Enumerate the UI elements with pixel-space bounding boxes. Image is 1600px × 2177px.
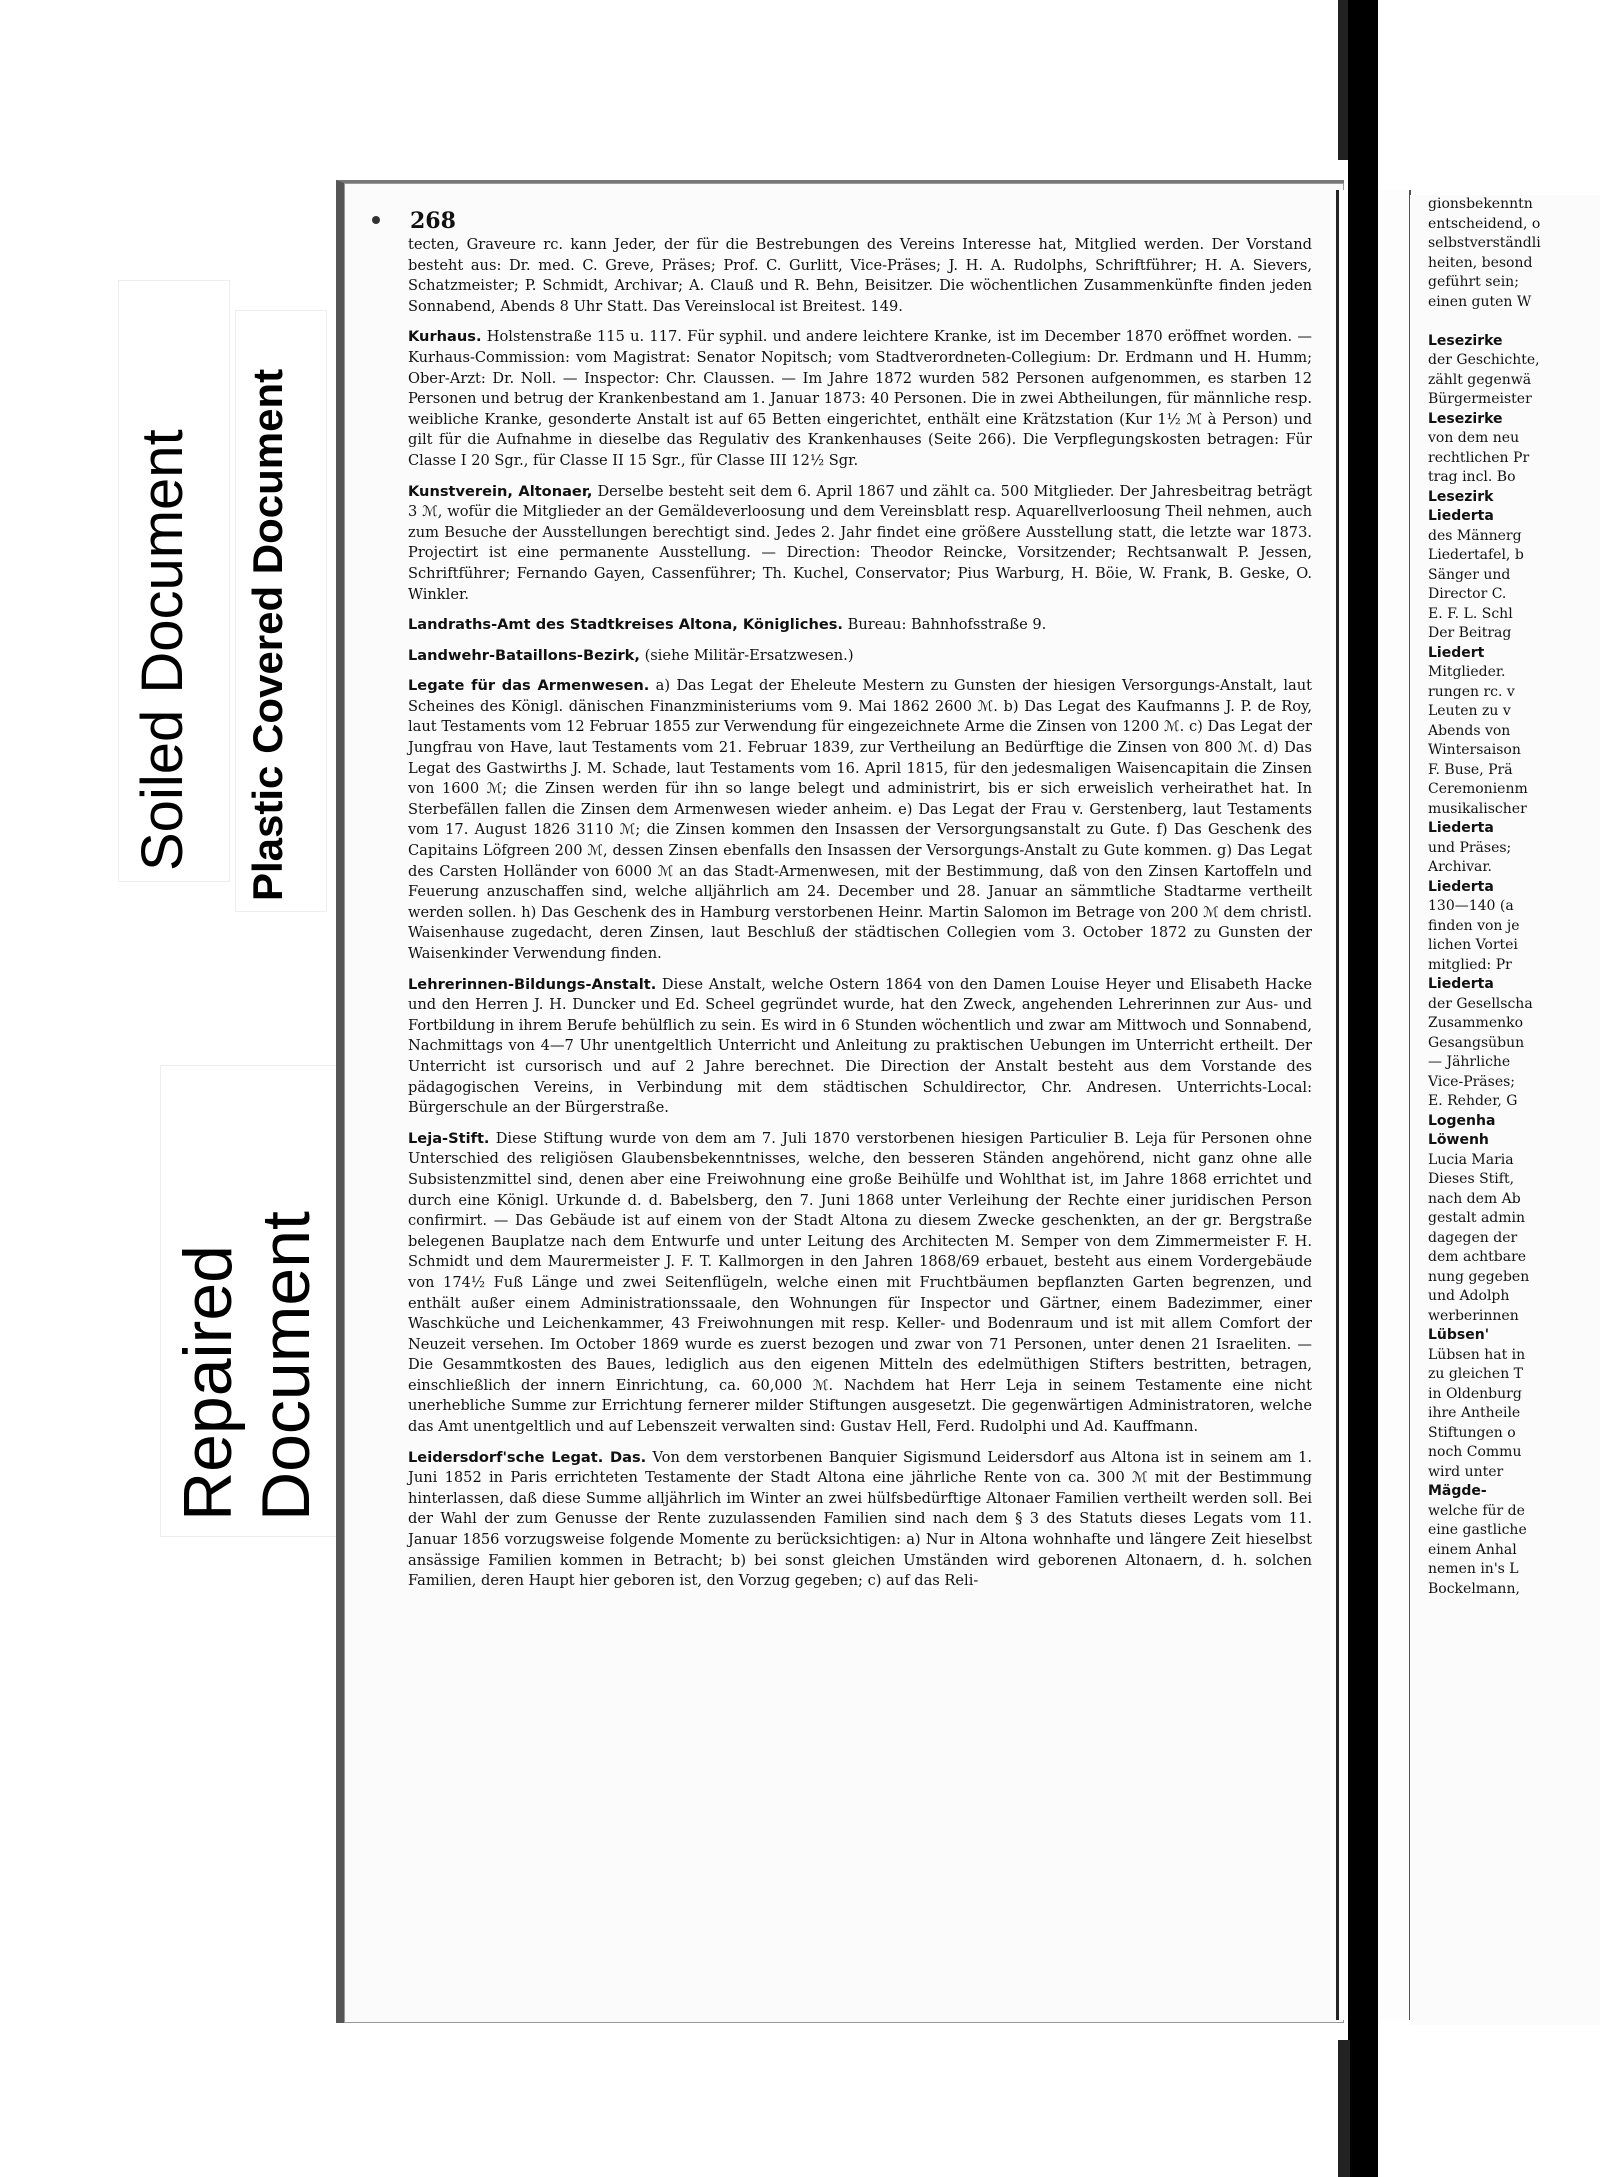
next-page-line: nach dem Ab	[1428, 1190, 1521, 1207]
entry-heading: Lehrerinnen-Bildungs-Anstalt.	[408, 975, 657, 993]
next-page-line: Ceremonienm	[1428, 781, 1528, 797]
next-page-line: zu gleichen T	[1428, 1366, 1523, 1382]
next-page-line: und Adolph	[1428, 1288, 1510, 1304]
next-page-line: dem achtbare	[1428, 1249, 1527, 1265]
film-strip	[1348, 0, 1378, 2177]
entry-text: Derselbe besteht seit dem 6. April 1867 und zählt ca. 500 Mitglieder. Der Jahresbeitrag beträgt 3 ℳ, wofür die Mitglieder an der Gemäldeverloosung und dem Vereinsblatt resp. Aquarellverloosung Theil nehmen, auch zum Besuche der Ausstellungen berechtigt sind. Jedes 2. Jahr findet eine größere Ausstellung statt, die letzte war 1873. Projectirt ist eine permanente Ausstellung. — Direction: Theodor Reincke, Vorsitzender; Rechtsanwalt P. Jessen, Schriftführer; Fernando Gayen, Cassenführer; Th. Kuchel, Conservator; Pius Warburg, H. Böie, W. Frank, B. Geske, O. Winkler.	[408, 482, 1313, 603]
next-page-line: Lesezirke	[1428, 410, 1503, 427]
next-page-line: Logenha	[1428, 1112, 1496, 1129]
film-edge-bottom	[1338, 2040, 1350, 2177]
next-page-line: des Männerg	[1428, 527, 1522, 544]
entry-text: tecten, Graveure rc. kann Jeder, der für die Bestrebungen des Vereins Interesse hat, Mitglied werden. Der Vorstand besteht aus: Dr. med. C. Greve, Präses; Prof. C. Gurlitt, Vice-Präses; J. H. A. Rudolphs, Schriftführer; H. A. Sievers, Schatzmeister; P. Schmidt, Archivar; A. Clauß und R. Behn, Beisitzer. Die wöchentlichen Zusammenkünfte finden jeden Sonnabend, Abends 8 Uhr Statt. Das Vereinslocal ist Breitest. 149.	[408, 236, 1312, 315]
next-page-line: Lübsen'	[1428, 1327, 1489, 1343]
next-page-line: Sänger und	[1428, 566, 1511, 583]
next-page-line: Liederta	[1428, 508, 1494, 524]
entry-paragraph	[408, 615, 1312, 636]
entry-paragraph	[408, 975, 1312, 1119]
entry-text: Diese Stiftung wurde von dem am 7. Juli 1870 verstorbenen hiesigen Particulier B. Leja für Personen ohne Unterschied des religiösen Glaubensbekenntnisses, welche, den besseren Ständen angehörend, nicht ganz ohne alle Subsistenzmittel sind, denen aber eine Freiwohnung eine große Beihülfe und Wohlthat ist, im Jahre 1868 errichtet und durch eine Königl. Urkunde d. d. Babelsberg, den 7. Juni 1868 unter Verleihung der Rechte einer juridischen Person confirmirt. — Das Gebäude ist auf einem von der Stadt Altona zu diesem Zwecke geschenkten, an der gr. Bergstraße belegenen Bauplatze nach dem Entwurfe und unter Leitung des Architecten M. Semper von dem Zimmermeister F. H. Schmidt und dem Maurermeister J. F. T. Kallmorgen in den Jahren 1868/69 erbauet, besteht aus einem Vordergebäude von 174½ Fuß Länge und zwei Seitenflügeln, welche einen mit Fruchtbäumen bepflanzten Garten begrenzen, und enthält außer einem Administrationssaale, den Wohnungen für Inspector und Gärtner, einem Badezimmer, einer Waschküche und Leichenkammer, 43 Freiwohnungen mit resp. Keller- und Bodenraum und ist mit allem Comfort der Neuzeit versehen. Im October 1869 wurde es zuerst bezogen und zwar von 71 Personen, unter denen 21 Israeliten. — Die Gesammtkosten des Baues, lediglich aus den eigenen Mitteln des edelmüthigen Stifters bestritten, betragen, einschließlich der innern Einrichtung, ca. 60,000 ℳ. Nachdem hat Herr Leja in seinem Testamente eine nicht unerhebliche Summe zur Errichtung fernerer milder Stiftungen ausgesetzt. Die gegenwärtigen Administratoren, welche das Amt unentgeltlich und auf Lebenszeit verwalten sind: Gustav Hell, Ferd. Rudolphi und Ad. Kauffmann.	[408, 1129, 1312, 1436]
next-page-line: nemen in's L	[1428, 1561, 1519, 1577]
next-page-line: Lübsen hat in	[1428, 1346, 1526, 1363]
next-page-line: Gesangsübun	[1428, 1034, 1525, 1051]
next-page-line: Lesezirke	[1428, 332, 1503, 349]
next-page-line: nung gegeben	[1428, 1268, 1530, 1285]
next-page-line: E. F. L. Schl	[1428, 605, 1513, 622]
next-page-line: Lucia Maria	[1428, 1151, 1514, 1168]
repaired-document-text	[169, 1211, 325, 1521]
entry-heading: Legate für das Armenwesen.	[408, 677, 650, 695]
plastic-covered-label	[235, 310, 327, 912]
next-page-line: Liederta	[1428, 878, 1494, 895]
entry-paragraph	[408, 235, 1312, 317]
next-page-line: Abends von	[1428, 722, 1511, 739]
entry-heading: Leidersdorf'sche Legat. Das.	[408, 1448, 647, 1466]
next-page-line: 130—140 (a	[1428, 898, 1514, 914]
entry-text: Bureau: Bahnhofsstraße 9.	[847, 616, 1047, 634]
next-page-line: zählt gegenwä	[1428, 371, 1532, 388]
next-page-line: wird unter	[1428, 1463, 1504, 1480]
next-page-line: Leuten zu v	[1428, 703, 1511, 719]
next-page-line: der Geschichte,	[1428, 352, 1540, 368]
entry-heading: Landraths-Amt des Stadtkreises Altona, Königliches.	[408, 616, 843, 634]
next-page-line: eine gastliche	[1428, 1522, 1527, 1538]
entry-paragraph	[408, 646, 1312, 667]
next-page-line: Director C.	[1428, 586, 1507, 602]
next-page-line: Der Beitrag	[1428, 625, 1512, 641]
next-page-line	[1410, 312, 1600, 332]
repaired-line-2: Document	[248, 1211, 324, 1521]
next-page-line: lichen Vortei	[1428, 937, 1518, 953]
repaired-line-1: Repaired	[170, 1245, 246, 1521]
entry-text: (siehe Militär-Ersatzwesen.)	[644, 646, 854, 664]
next-page-line: Liederta	[1428, 976, 1494, 992]
next-page-line: Wintersaison	[1428, 742, 1521, 758]
next-page-line: dagegen der	[1428, 1229, 1518, 1246]
next-page-line: Liedert	[1428, 644, 1485, 661]
next-page-line: Bürgermeister	[1428, 391, 1532, 407]
next-page-line: heiten, besond	[1428, 254, 1533, 271]
next-page-line: musikalischer	[1428, 800, 1527, 817]
next-page-fragment	[1410, 195, 1600, 2025]
plastic-covered-text: Plastic Covered Document	[244, 368, 291, 901]
next-page-line: von dem neu	[1428, 430, 1520, 446]
next-page-line: der Gesellscha	[1428, 995, 1533, 1012]
next-page-line: rechtlichen Pr	[1428, 449, 1530, 466]
next-page-line: Zusammenko	[1428, 1015, 1524, 1031]
next-page-line: selbstverständli	[1428, 235, 1541, 251]
next-page-line: rungen rc. v	[1428, 683, 1515, 700]
next-page-line: Dieses Stift,	[1428, 1171, 1515, 1187]
next-page-line: und Präses;	[1428, 839, 1512, 856]
next-page-line: entscheidend, o	[1428, 215, 1541, 232]
next-page-line: — Jährliche	[1428, 1054, 1511, 1070]
next-page-line: welche für de	[1428, 1502, 1525, 1519]
entry-heading: Landwehr-Bataillons-Bezirk,	[408, 646, 640, 664]
next-page-line: Vice-Präses;	[1428, 1073, 1516, 1090]
entry-text: Diese Anstalt, welche Ostern 1864 von den Damen Louise Heyer und Elisabeth Hacke und den Herren J. H. Duncker und Ed. Scheel gegründet wurde, hat den Zweck, angehenden Lehrerinnen zur Aus- und Fortbildung in ihrem Berufe behülflich zu sein. Es wird in 6 Stunden wöchentlich und zwar am Mittwoch und Sonnabend, Nachmittags von 4—7 Uhr unentgeltlich Unterricht und Anleitung zu praktischen Uebungen im Unterricht ertheilt. Der Unterricht ist cursorisch und auf 2 Jahre berechnet. Die Direction der Anstalt besteht aus dem Vorstande des pädagogischen Vereins, in Verbindung mit dem städtischen Schuldirector, Chr. Andresen. Unterrichts-Local: Bürgerschule an der Bürgerstraße.	[408, 975, 1312, 1117]
repaired-document-label	[160, 1065, 342, 1537]
main-text-column	[408, 205, 1312, 1602]
next-page-line: geführt sein;	[1428, 274, 1519, 290]
entry-text: Holstenstraße 115 u. 117. Für syphil. und andere leichtere Kranke, ist im December 1870 eröffnet worden. — Kurhaus-Commission: vom Magistrat: Senator Nopitsch; vom Stadtverordneten-Collegium: Dr. Erdmann und H. Humm; Ober-Arzt: Dr. Noll. — Inspector: Chr. Claussen. — Im Jahre 1872 wurden 582 Personen aufgenommen, es starben 12 Personen und betrug der Krankenbestand am 1. Januar 1873: 40 Personen. Die in zwei Abtheilungen, für männliche resp. weibliche Kranke, gesonderte Anstalt ist auf 65 Betten eingerichtet, enthält eine Krätzstation (Kur 1½ ℳ à Person) und gilt für die Aufnahme in dieselbe das Regulativ des Krankenhauses (Seite 266). Die Verpflegungskosten betragen: Für Classe I 20 Sgr., für Classe II 15 Sgr., für Classe III 12½ Sgr.	[408, 328, 1312, 469]
next-page-line: Archivar.	[1428, 859, 1492, 875]
next-page-line: trag incl. Bo	[1428, 469, 1516, 485]
next-page-line: E. Rehder, G	[1428, 1093, 1518, 1109]
next-page-line: Lesezirk	[1428, 488, 1494, 505]
entry-paragraph	[408, 1448, 1312, 1592]
page-number: 268	[410, 208, 456, 234]
next-page-line: werberinnen	[1428, 1307, 1519, 1324]
soiled-document-label	[118, 280, 230, 882]
entry-paragraph	[408, 676, 1312, 964]
next-page-line: einen guten W	[1428, 293, 1532, 310]
next-page-line: Mägde-	[1428, 1483, 1487, 1499]
soiled-document-text: Soiled Document	[130, 429, 195, 871]
next-page-line: ihre Antheile	[1428, 1405, 1521, 1421]
next-page-line: Mitglieder.	[1428, 664, 1506, 680]
entry-heading: Kunstverein, Altonaer,	[408, 482, 593, 500]
entry-heading: Leja-Stift.	[408, 1129, 490, 1147]
next-page-line: Liedertafel, b	[1428, 547, 1524, 563]
next-page-line: mitglied: Pr	[1428, 956, 1512, 973]
next-page-line: Löwenh	[1428, 1132, 1489, 1148]
entry-text: Von dem verstorbenen Banquier Sigismund Leidersdorf aus Altona ist in seinem am 1. Juni 1852 in Paris errichteten Testamente der Stadt Altona eine jährliche Rente von ca. 300 ℳ mit der Bestimmung hinterlassen, daß diese Summe alljährlich im Winter an zwei hülfsbedürftige Altonaer Familien vertheilt werden soll. Bei der Wahl der zum Genusse der Rente zuzulassenden Familien sind nach dem § 3 des Statuts dieses Legats vom 11. Januar 1856 vorzugsweise folgende Momente zu berücksichtigen: a) Nur in Altona wohnhafte und längere Zeit hieselbst ansässige Familien kommen in Betracht; b) bei sonst gleichen Umständen wird geborenen Altonaern, d. h. solchen Familien, deren Haupt hier geboren ist, den Vorzug gegeben; c) auf das Reli-	[408, 1448, 1313, 1590]
next-page-line: noch Commu	[1428, 1444, 1522, 1460]
entry-heading: Kurhaus.	[408, 328, 482, 346]
entry-text: a) Das Legat der Eheleute Mestern zu Gunsten der hiesigen Versorgungs-Anstalt, laut Scheines des Königl. dänischen Finanzministeriums vom 9. Mai 1862 2600 ℳ. b) Das Legat des Kaufmanns J. P. de Roy, laut Testaments vom 12 Februar 1855 zur Verwendung für eingezeichnete Arme die Zinsen von 1200 ℳ. c) Das Legat der Jungfrau von Have, laut Testaments vom 21. Februar 1839, zur Vertheilung an Bedürftige die Zinsen von 800 ℳ. d) Das Legat des Gastwirths J. M. Schade, laut Testaments vom 16. April 1815, für den jedesmaligen Waisencapitain die Zinsen von 1600 ℳ; die Zinsen werden für ihn so lange belegt und administrirt, bis er sich erweislich verheirathet hat. In Sterbefällen fallen die Zinsen dem Armenwesen wieder anheim. e) Das Legat der Frau v. Gerstenberg, laut Testaments vom 17. August 1826 3110 ℳ; die Zinsen kommen den Insassen der Versorgungsanstalt zu Gute. f) Das Geschenk des Capitains Löfgreen 200 ℳ, dessen Zinsen ebenfalls den Insassen der Versorgungs-Anstalt zu Gute kommen. g) Das Legat des Carsten Holländer von 6000 ℳ an das Stadt-Armenwesen, mit der Bestimmung, daß von den Zinsen Kartoffeln und Feuerung anzuschaffen sind, welche alljährlich am 24. December und 28. Januar an sämmtliche Stadtarme vertheilt werden sollen. h) Das Geschenk des in Hamburg verstorbenen Heinr. Martin Salomon im Betrage von 200 ℳ dem christl. Waisenhause zugedacht, deren Zinsen, laut Beschluß der städtischen Collegien vom 3. October 1872 zu Gunsten der Waisenkinder Verwendung finden.	[408, 677, 1312, 962]
next-page-line: in Oldenburg	[1428, 1385, 1522, 1402]
next-page-line: finden von je	[1428, 917, 1520, 934]
next-page-line: F. Buse, Prä	[1428, 761, 1513, 778]
next-page-line: einem Anhal	[1428, 1541, 1517, 1558]
next-page-line: Stiftungen o	[1428, 1424, 1516, 1441]
entry-paragraph	[408, 1129, 1312, 1438]
next-page-line: gestalt admin	[1428, 1210, 1526, 1226]
next-page-line: Bockelmann,	[1428, 1580, 1520, 1597]
page-mark-dot	[372, 216, 380, 224]
entry-paragraph	[408, 327, 1312, 471]
next-page-line: gionsbekenntn	[1428, 196, 1533, 212]
entry-paragraph	[408, 482, 1312, 606]
next-page-line: Liederta	[1428, 820, 1494, 836]
